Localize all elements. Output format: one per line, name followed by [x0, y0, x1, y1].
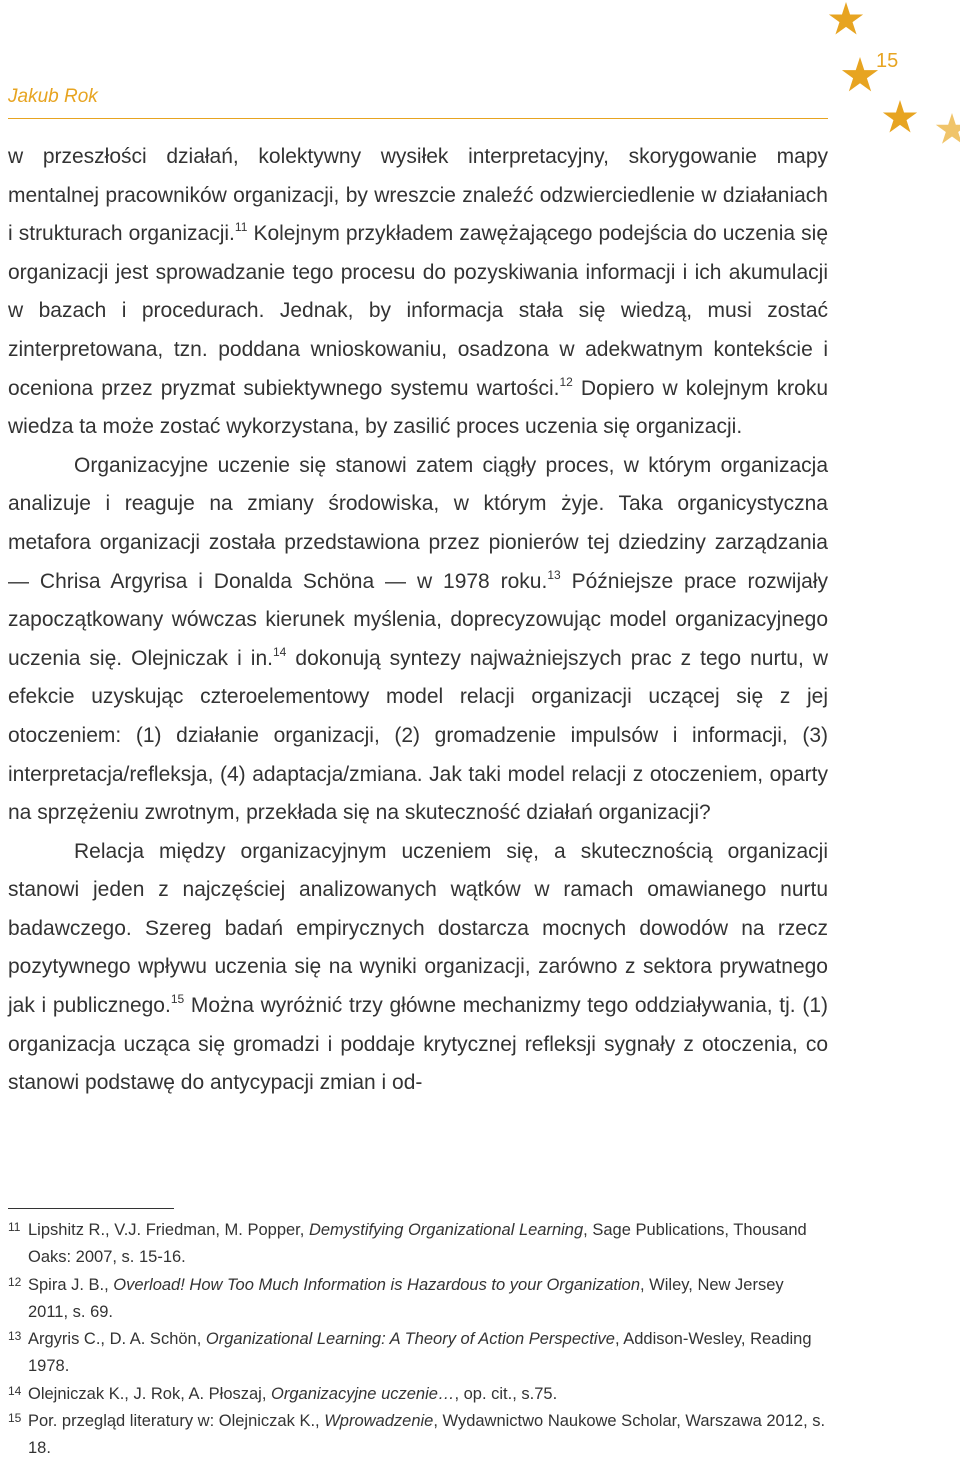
header-rule: [8, 118, 828, 119]
footnote-ref[interactable]: 12: [559, 374, 573, 389]
footnote-text: , Wiley, New Jersey 2011, s. 69.: [28, 1275, 784, 1321]
text-run: Relacja między organizacyjnym uczeniem się, a skutecznością organizacji stanowi jeden z najczęściej analizowanych wątków w ramach omawianego nurtu badawczego. Szereg badań empirycznych dostarcza mocnych dowodów na rzecz pozytywnego wpływu uczenia się na wyniki organizacji, zarówno z sektora prywatnego jak i publicznego.: [8, 839, 828, 1018]
footnote-separator: [8, 1208, 174, 1209]
footnote-ref[interactable]: 14: [272, 644, 287, 659]
star-icon: [842, 57, 878, 91]
footnote-text: , Wydawnictwo Naukowe Scholar, Warszawa 2012, s. 18.: [28, 1412, 826, 1458]
footnote-text: , Sage Publications, Thousand Oaks: 2007, s. 15-16.: [28, 1221, 807, 1267]
footnote-number: 13: [8, 1329, 22, 1344]
footnote: [8, 1408, 828, 1463]
body-text: [8, 138, 828, 1103]
footnote-title: Overload! How Too Much Information is Hazardous to your Organization: [113, 1275, 641, 1294]
footnote-number: 14: [8, 1383, 22, 1398]
text-run: w przeszłości działań, kolektywny wysiłek interpretacyjny, skorygowanie mapy mentalnej pracowników organizacji, by wreszcie znaleźć odzwierciedlenie w działaniach i strukturach organizacji.: [8, 145, 828, 246]
footnote-ref[interactable]: 13: [547, 567, 561, 582]
footnote-ref[interactable]: 15: [170, 992, 185, 1007]
text-run: Dopiero w kolejnym kroku wiedza ta może zostać wykorzystana, by zasilić proces uczenia się organizacji.: [8, 376, 828, 439]
footnote: [8, 1217, 828, 1272]
text-run: Można wyróżnić trzy główne mechanizmy tego oddziaływania, tj. (1) organizacja ucząca się gromadzi i poddaje krytycznej refleksji sygnały z otoczenia, co stanowi podstawę do antycypacji zmian i od-: [8, 994, 828, 1095]
star-icon: [829, 2, 863, 35]
paragraph: [8, 447, 828, 833]
footnote-ref[interactable]: 11: [234, 220, 248, 235]
footnote-text: , Addison-Wesley, Reading 1978.: [28, 1330, 812, 1376]
footnotes: [8, 1217, 828, 1463]
footnote-text: Por. przegląd literatury w: Olejniczak K.,: [28, 1412, 325, 1431]
text-run: Kolejnym przykładem zawężającego podejścia do uczenia się organizacji jest sprowadzanie tego procesu do pozyskiwania informacji i ich akumulacji w bazach i procedurach. Jednak, by informacja stała się wiedzą, musi zostać zinterpretowana, tzn. poddana wnioskowaniu, osadzona w adekwatnym kontekście i oceniona przez pryzmat subiektywnego systemu wartości.: [8, 222, 828, 400]
footnote-title: Demystifying Organizational Learning: [308, 1221, 584, 1239]
footnote-text: Olejniczak K., J. Rok, A. Płoszaj,: [28, 1384, 272, 1403]
paragraph: [8, 833, 828, 1103]
footnote-text: Argyris C., D. A. Schön,: [28, 1330, 206, 1349]
footnote: [8, 1326, 828, 1381]
star-icon: [883, 100, 917, 133]
footnote-number: 15: [8, 1411, 22, 1426]
footnote-title: Wprowadzenie: [324, 1412, 434, 1431]
page-number: 15: [876, 50, 899, 72]
star-icon: [936, 113, 960, 144]
decorative-stars: [820, 0, 960, 150]
text-run: Organizacyjne uczenie się stanowi zatem ciągły proces, w którym organizacja analizuje i reaguje na zmiany środowiska, w którym żyje. Taka organicystyczna metafora organizacji została przedstawiona przez pionierów tej dziedziny zarządzania — Chrisa Argyrisa i Donalda Schöna — w 1978 roku.: [8, 453, 828, 593]
footnote-text: , op. cit., s.75.: [454, 1384, 558, 1403]
running-header-author: Jakub Rok: [8, 86, 98, 107]
footnote: [8, 1381, 828, 1408]
footnote-text: Lipshitz R., V.J. Friedman, M. Popper,: [28, 1221, 309, 1239]
text-run: dokonują syntezy najważniejszych prac z tego nurtu, w efekcie uzyskując czteroelementowy model relacji organizacji uczącej się z jej otoczeniem: (1) działanie organizacji, (2) gromadzenie impulsów i informacji, (3) interpretacja/refleksja, (4) adaptacja/zmiana. Jak taki model relacji z otoczeniem, oparty na sprzężeniu zwrotnym, przekłada się na skuteczność działań organizacji?: [8, 646, 828, 825]
paragraph: [8, 138, 828, 447]
footnote-number: 12: [8, 1274, 22, 1289]
text-run: Późniejsze prace rozwijały zapoczątkowany wówczas kierunek myślenia, doprecyzowując model organizacyjnego uczenia się. Olejniczak i in.: [8, 569, 828, 670]
footnote-text: Spira J. B.,: [28, 1275, 114, 1294]
footnote-title: Organizational Learning: A Theory of Action Perspective: [205, 1330, 615, 1349]
footnote: [8, 1272, 828, 1327]
footnote-number: 11: [8, 1220, 21, 1234]
footnote-title: Organizacyjne uczenie…: [271, 1384, 455, 1403]
